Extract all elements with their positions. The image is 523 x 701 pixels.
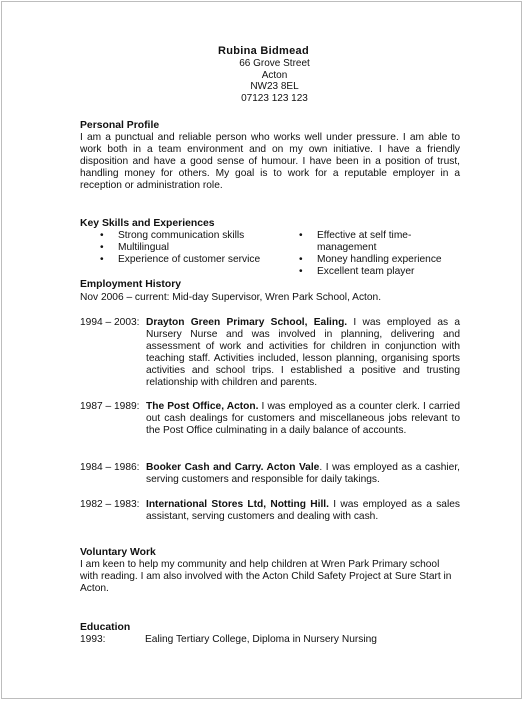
job-description: . I was employed as a cashier, serving customers and responsible for daily takings. xyxy=(146,462,461,485)
job-description: I was employed as a counter clerk. I carried out cash dealings for customers and miscellaneous jobs relevant to the Post Office culminating in a daily balance of accounts. xyxy=(146,401,460,436)
job-company: Drayton Green Primary School, Ealing. xyxy=(146,317,348,328)
address-postcode: NW23 8EL xyxy=(250,81,299,93)
section-heading: Key Skills and Experiences xyxy=(80,218,215,229)
job-years: 1987 – 1989: xyxy=(80,401,140,412)
personal-profile-section xyxy=(80,120,460,192)
job-description: I was employed as a sales assistant, serving customers and dealing with cash. xyxy=(146,499,460,522)
voluntary-text: I am keen to help my community and help children at Wren Park Primary school with reading. I am also involved with the Acton Child Safety Project at Sure Start in Acton. xyxy=(80,559,452,594)
candidate-name: Rubina Bidmead xyxy=(218,45,309,57)
section-heading: Personal Profile xyxy=(80,120,160,131)
skill-item: • Experience of customer service xyxy=(100,254,270,266)
education-detail: Ealing Tertiary College, Diploma in Nursery Nursing xyxy=(145,634,377,645)
skills-list-left xyxy=(100,230,270,266)
section-heading: Employment History xyxy=(80,279,182,290)
section-heading: Education xyxy=(80,622,131,633)
skill-item: • Effective at self time-management xyxy=(299,230,459,254)
job-years: 1994 – 2003: xyxy=(80,317,140,328)
resume-page xyxy=(1,1,522,699)
job-description: I was employed as a Nursery Nurse and was involved in planning, delivering and assessment of work and activities for children in conjunction with teaching staff. Activities included, lesson planning, organising sports activities and school trips. I established a positive and trusting relationship with children and parents. xyxy=(146,317,461,388)
current-position: Nov 2006 – current: Mid-day Supervisor, Wren Park School, Acton. xyxy=(80,292,382,303)
job-company: The Post Office, Acton. xyxy=(146,401,259,412)
job-years: 1984 – 1986: xyxy=(80,462,140,473)
contact-header xyxy=(2,45,523,104)
skill-item: • Excellent team player xyxy=(299,266,459,278)
skill-item: • Money handling experience xyxy=(299,254,459,266)
address-town: Acton xyxy=(261,69,288,81)
job-entry xyxy=(80,499,460,523)
job-company: International Stores Ltd, Notting Hill. xyxy=(146,499,329,510)
skills-list-right xyxy=(299,230,459,278)
job-years: 1982 – 1983: xyxy=(80,499,140,510)
education-year: 1993: xyxy=(80,634,106,645)
address-street: 66 Grove Street xyxy=(239,58,310,69)
voluntary-work-section xyxy=(80,547,460,595)
skill-item: • Strong communication skills xyxy=(100,230,270,242)
job-company: Booker Cash and Carry. Acton Vale xyxy=(146,462,320,473)
job-entry xyxy=(80,462,460,486)
profile-text: I am a punctual and reliable person who works well under pressure. I am able to work both in a team environment and on my own initiative. I have a friendly disposition and have a good sense of humour. I have been in a position of trust, handling money for others. My goal is to work for a reputable employer in a reception or administration role. xyxy=(80,132,460,191)
job-entry xyxy=(80,401,460,437)
section-heading: Voluntary Work xyxy=(80,547,156,558)
phone-number: 07123 123 123 xyxy=(241,92,308,104)
job-entry xyxy=(80,317,460,389)
skill-item: • Multilingual xyxy=(100,242,270,254)
